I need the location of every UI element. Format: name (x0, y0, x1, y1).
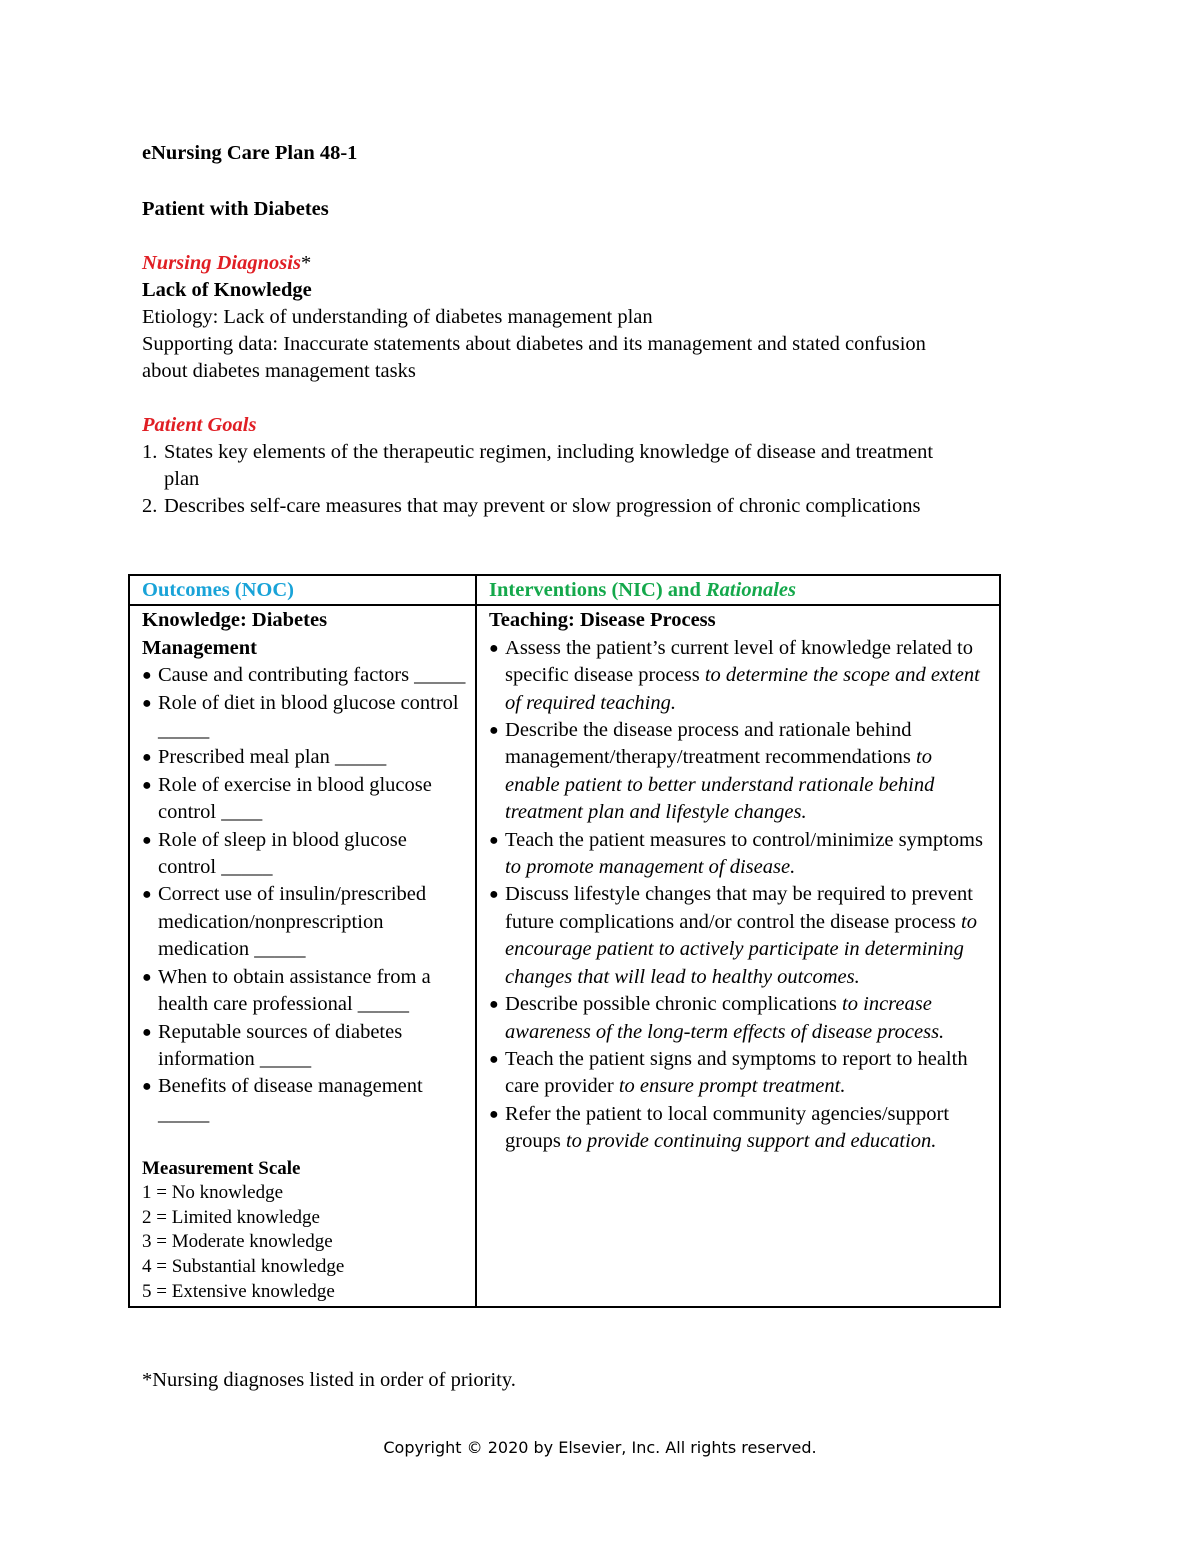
intervention-text: Discuss lifestyle changes that may be required to prevent future complications and/or control the disease process (505, 883, 973, 933)
scale-item: 4 = Substantial knowledge (142, 1255, 345, 1277)
intervention-text: Assess the patient’s current level of knowledge related to specific disease process (505, 636, 973, 687)
bullet-icon: ● (142, 831, 152, 849)
rationales-header-text: Rationales (706, 579, 796, 601)
intervention-item (489, 635, 991, 717)
bullet-icon: ● (142, 694, 152, 712)
interventions-cell (476, 605, 1000, 1307)
intervention-rationale: to enable patient to better understand rationale behind treatment plan and lifestyle changes. (505, 746, 935, 824)
footnote: *Nursing diagnoses listed in order of priority. (142, 1369, 516, 1391)
intervention-list (489, 635, 991, 1156)
outcome-item-text: When to obtain assistance from a health care professional _____ (158, 965, 431, 1016)
bullet-icon: ● (142, 1078, 152, 1096)
document-body (142, 140, 1022, 520)
goal-number: 2. (142, 495, 158, 517)
bullet-icon: ● (489, 886, 499, 904)
intervention-rationale: to determine the scope and extent of required teaching. (505, 664, 980, 714)
document-title: eNursing Care Plan 48-1 (142, 142, 358, 164)
document-subtitle: Patient with Diabetes (142, 198, 329, 220)
intervention-item (489, 881, 991, 991)
goal-item (142, 439, 962, 493)
outcomes-cell (129, 605, 476, 1307)
outcomes-header (129, 575, 476, 605)
intervention-item (489, 717, 991, 827)
measurement-scale-list (142, 1181, 467, 1304)
scale-item: 1 = No knowledge (142, 1182, 284, 1204)
intervention-text: Teach the patient measures to control/minimize symptoms (505, 828, 983, 851)
outcome-item-text: Role of diet in blood glucose control _____ (158, 691, 459, 742)
nursing-diagnosis-asterisk: * (300, 252, 312, 274)
goal-text: States key elements of the therapeutic regimen, including knowledge of disease and treatment plan (164, 441, 934, 490)
patient-goals-heading: Patient Goals (142, 414, 257, 436)
outcome-item-text: Cause and contributing factors _____ (158, 664, 466, 687)
outcome-item (142, 1019, 467, 1074)
patient-goals-list (142, 439, 962, 520)
scale-item: 5 = Extensive knowledge (142, 1280, 335, 1302)
outcome-item-text: Reputable sources of diabetes information _____ (158, 1020, 403, 1070)
intervention-text: Describe possible chronic complications (505, 993, 843, 1016)
outcome-item (142, 881, 467, 963)
intervention-rationale: to provide continuing support and education. (565, 1130, 937, 1153)
outcome-item-text: Prescribed meal plan _____ (158, 746, 387, 769)
bullet-icon: ● (489, 639, 499, 657)
intervention-rationale: to encourage patient to actively participate in determining changes that will lead to healthy outcomes. (505, 910, 977, 988)
intervention-rationale: to increase awareness of the long-term effects of disease process. (505, 993, 945, 1043)
outcome-item (142, 662, 467, 689)
bullet-icon: ● (489, 831, 499, 849)
outcome-item (142, 772, 467, 827)
copyright-notice: Copyright © 2020 by Elsevier, Inc. All rights reserved. (383, 1438, 817, 1457)
care-plan-body-row (129, 605, 1000, 1307)
diagnosis-etiology: Etiology: Lack of understanding of diabetes management plan (142, 306, 653, 328)
outcome-item (142, 744, 467, 771)
outcomes-title: Knowledge: Diabetes Management (142, 609, 328, 659)
intervention-text: Describe the disease process and rationale behind management/therapy/treatment recommendations (505, 719, 916, 769)
bullet-icon: ● (489, 1050, 499, 1068)
care-plan-header-row (129, 575, 1000, 605)
interventions-header (476, 575, 1000, 605)
intervention-item (489, 1101, 991, 1156)
bullet-icon: ● (142, 776, 152, 794)
interventions-header-text: Interventions (NIC) and (489, 579, 706, 601)
scale-item: 2 = Limited knowledge (142, 1206, 320, 1228)
goal-text: Describes self-care measures that may prevent or slow progression of chronic complications (164, 495, 921, 517)
outcome-item (142, 964, 467, 1019)
outcome-item (142, 827, 467, 882)
outcome-item-text: Benefits of disease management _____ (158, 1075, 423, 1125)
bullet-icon: ● (142, 886, 152, 904)
bullet-icon: ● (142, 968, 152, 986)
bullet-icon: ● (489, 996, 499, 1014)
goal-item (142, 493, 962, 520)
outcome-item-text: Role of sleep in blood glucose control _____ (158, 828, 407, 879)
outcome-item-text: Correct use of insulin/prescribed medication/nonprescription medication _____ (158, 883, 427, 961)
intervention-text: Refer the patient to local community agencies/support groups (505, 1102, 950, 1153)
scale-item: 3 = Moderate knowledge (142, 1231, 333, 1253)
goal-number: 1. (142, 441, 158, 463)
outcome-list (142, 662, 467, 1128)
measurement-scale-title: Measurement Scale (142, 1158, 301, 1180)
bullet-icon: ● (489, 1105, 499, 1123)
intervention-item (489, 827, 991, 882)
bullet-icon: ● (142, 1023, 152, 1041)
nursing-diagnosis-heading (142, 250, 1022, 277)
outcome-item (142, 1073, 467, 1128)
bullet-icon: ● (142, 749, 152, 767)
nursing-diagnosis-heading-text: Nursing Diagnosis (142, 252, 301, 274)
intervention-rationale: to promote management of disease. (505, 856, 796, 879)
bullet-icon: ● (489, 722, 499, 740)
bullet-icon: ● (142, 667, 152, 685)
outcome-item (142, 690, 467, 745)
intervention-rationale: to ensure prompt treatment. (618, 1075, 846, 1098)
outcome-item-text: Role of exercise in blood glucose control ____ (158, 773, 432, 824)
intervention-item (489, 1046, 991, 1101)
intervention-text: Teach the patient signs and symptoms to report to health care provider (505, 1047, 968, 1098)
care-plan-table (128, 574, 1001, 1308)
diagnosis-supporting-data: Supporting data: Inaccurate statements about diabetes and its management and stated confusion about diabetes management tasks (142, 333, 926, 382)
outcomes-header-text: Outcomes (NOC) (142, 579, 295, 601)
diagnosis-title: Lack of Knowledge (142, 279, 312, 301)
intervention-item (489, 991, 991, 1046)
interventions-title: Teaching: Disease Process (489, 609, 716, 632)
